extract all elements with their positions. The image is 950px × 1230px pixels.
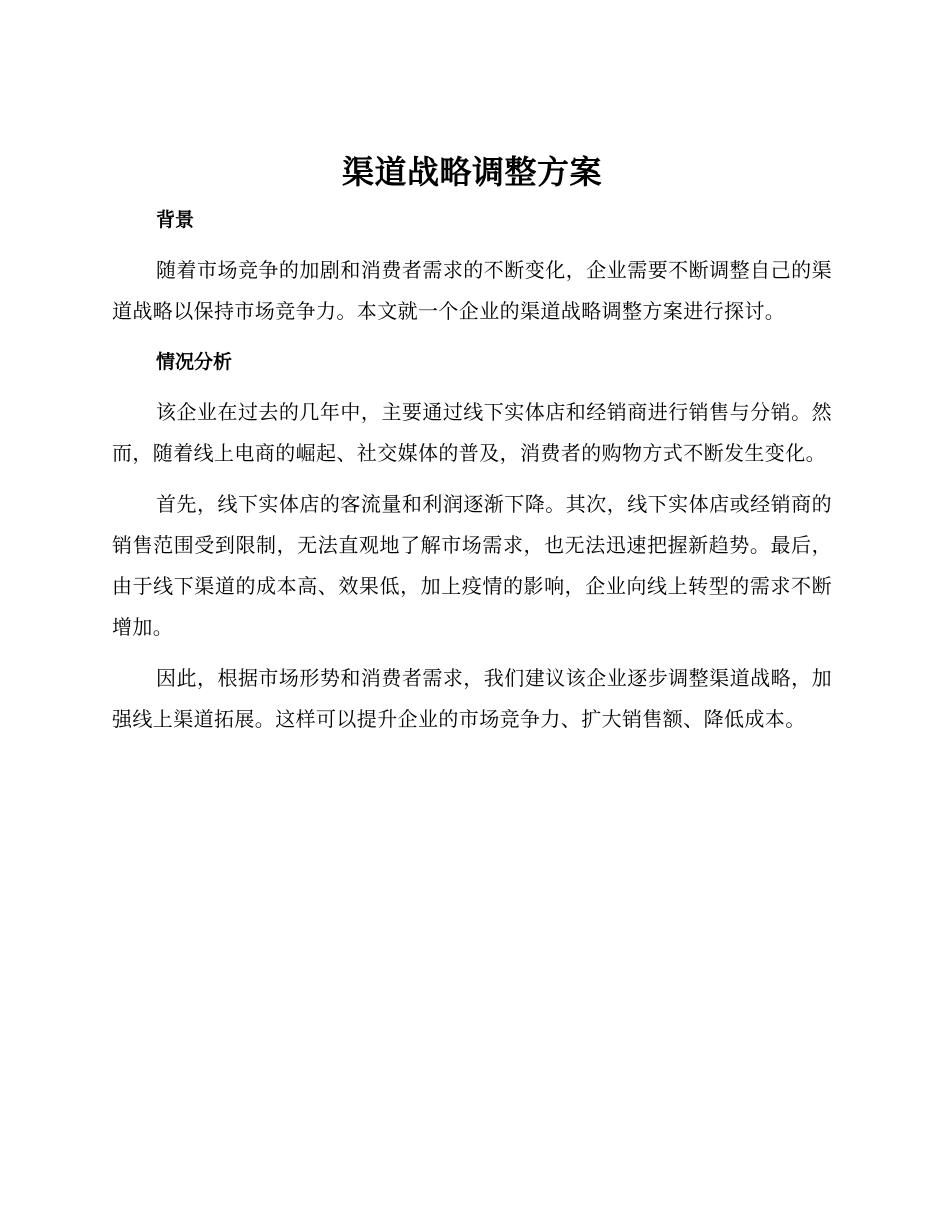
section-heading-situation-analysis: 情况分析 xyxy=(156,351,233,373)
document-title: 渠道战略调整方案 xyxy=(341,153,602,191)
paragraph-analysis-1: 该企业在过去的几年中，主要通过线下实体店和经销商进行销售与分销。然而，随着线上电商的崛起、社交媒体的普及，消费者的购物方式不断发生变化。 xyxy=(112,400,832,465)
paragraph-analysis-2: 首先，线下实体店的客流量和利润逐渐下降。其次，线下实体店或经销商的销售范围受到限制，无法直观地了解市场需求，也无法迅速把握新趋势。最后，由于线下渠道的成本高、效果低，加上疫情的影响，企业向线上转型的需求不断增加。 xyxy=(112,492,832,639)
paragraph-background: 随着市场竞争的加剧和消费者需求的不断变化，企业需要不断调整自己的渠道战略以保持市场竞争力。本文就一个企业的渠道战略调整方案进行探讨。 xyxy=(112,258,832,323)
section-heading-background: 背景 xyxy=(156,209,195,231)
document-page xyxy=(112,148,832,740)
paragraph-analysis-3: 因此，根据市场形势和消费者需求，我们建议该企业逐步调整渠道战略，加强线上渠道拓展。这样可以提升企业的市场竞争力、扩大销售额、降低成本。 xyxy=(112,666,832,731)
